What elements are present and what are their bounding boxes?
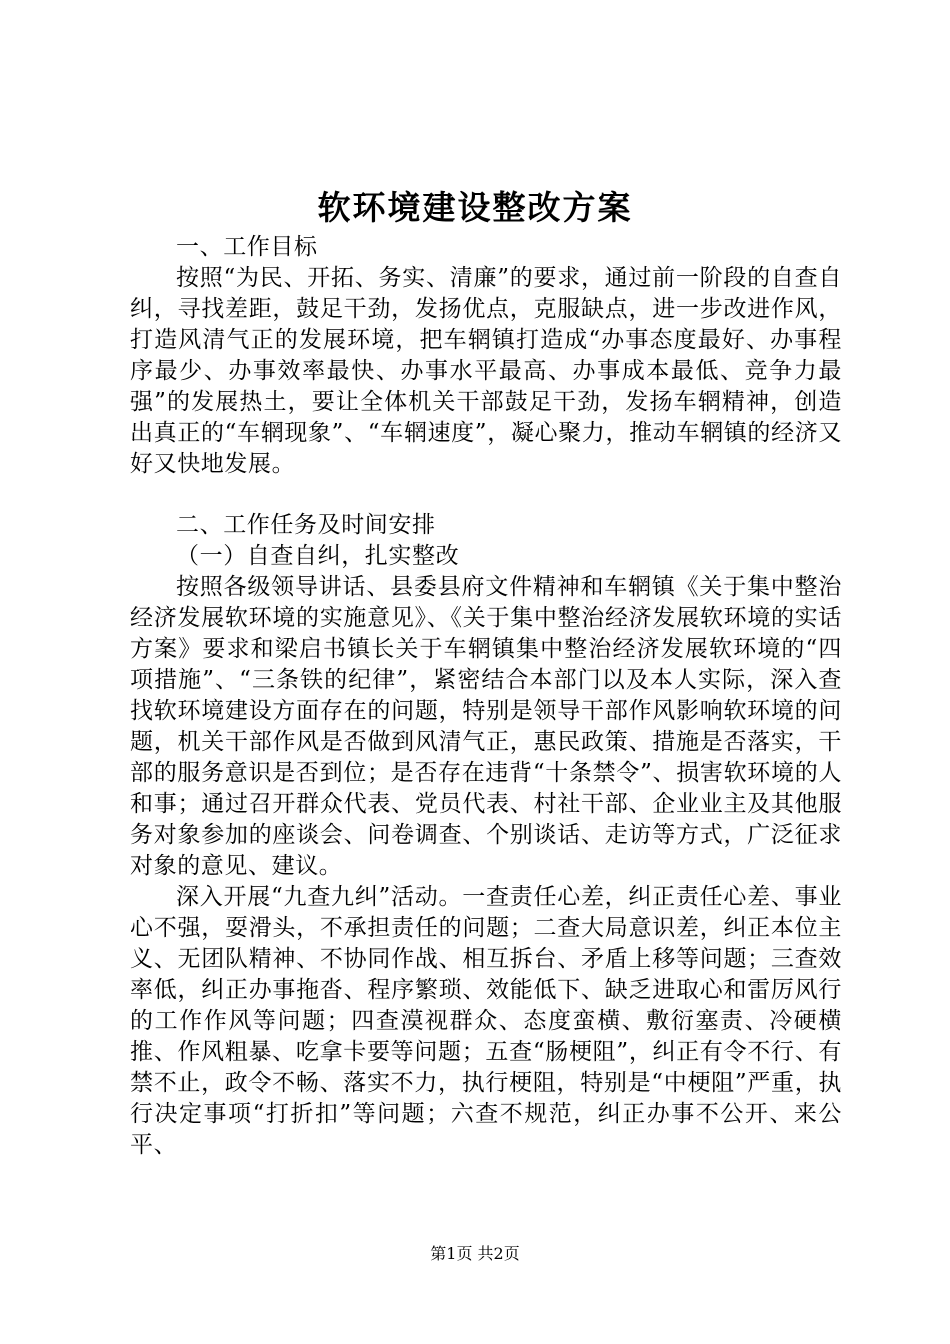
subsection-heading-self-check: （一）自查自纠，扎实整改 — [176, 543, 460, 569]
document-title: 软环境建设整改方案 — [317, 188, 633, 227]
paragraph-nine-checks: 深入开展“九查九纠”活动。一查责任心差，纠正责任心差、事业心不强，耍滑头，不承担责任的问题；二查大局意识差，纠正本位主义、无团队精神、不协同作战、相互拆台、矛盾上移等问题；三查效率低，纠正办事拖沓、程序繁琐、效能低下、缺乏进取心和雷厉风行的工作作风等问题；四查漠视群众、态度蛮横、敷衍塞责、冷硬横推、作风粗暴、吃拿卡要等问题；五查“肠梗阻”，纠正有令不行、有禁不止，政令不畅、落实不力，执行梗阻，特别是“中梗阻”严重，执行决定事项“打折扣”等问题；六查不规范，纠正办事不公开、来公平、 — [130, 884, 842, 1158]
page-footer: 第1页 共2页 — [430, 1244, 520, 1263]
paragraph-goals: 按照“为民、开拓、务实、清廉”的要求，通过前一阶段的自查自纠，寻找差距，鼓足干劲，发扬优点，克服缺点，进一步改进作风，打造风清气正的发展环境，把车辋镇打造成“办事态度最好、办事程序最少、办事效率最快、办事水平最高、办事成本最低、竞争力最强”的发展热土，要让全体机关干部鼓足干劲，发扬车辋精神，创造出真正的“车辋现象”、“车辋速度”，凝心聚力，推动车辋镇的经济又好又快地发展。 — [130, 265, 842, 477]
section-heading-tasks: 二、工作任务及时间安排 — [176, 512, 436, 538]
document-body — [130, 232, 842, 1161]
paragraph-self-check: 按照各级领导讲话、县委县府文件精神和车辋镇《关于集中整治经济发展软环境的实施意见》、《关于集中整治经济发展软环境的实话方案》要求和梁启书镇长关于车辋镇集中整治经济发展软环境的“四项措施”、“三条铁的纪律”，紧密结合本部门以及本人实际，深入查找软环境建设方面存在的问题，特别是领导干部作风影响软环境的问题，机关干部作风是否做到风清气正，惠民政策、措施是否落实，干部的服务意识是否到位；是否存在违背“十条禁令”、损害软环境的人和事；通过召开群众代表、党员代表、村社干部、企业业主及其他服务对象参加的座谈会、问卷调查、个别谈话、走访等方式，广泛征求对象的意见、建议。 — [130, 574, 842, 879]
section-heading-goals: 一、工作目标 — [176, 234, 318, 260]
